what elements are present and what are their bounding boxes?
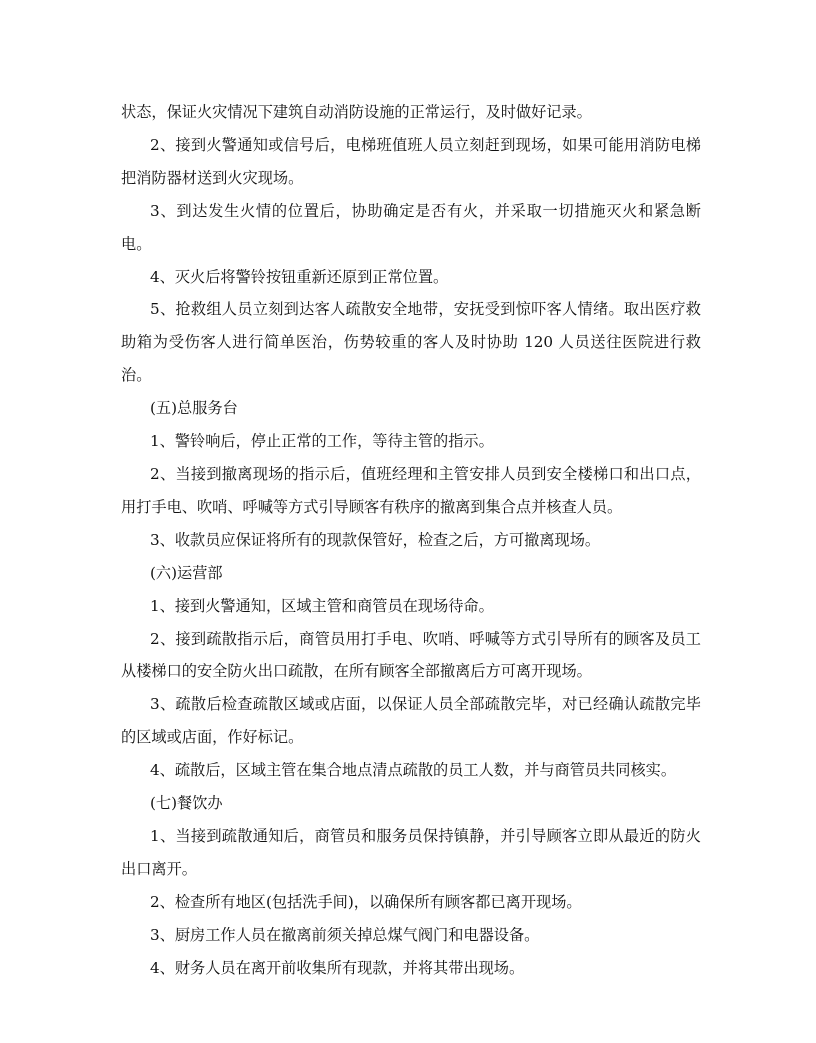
paragraph-elevator-step-4: 4、灭火后将警铃按钮重新还原到正常位置。: [150, 267, 449, 286]
paragraph-operations-step-4: 4、疏散后，区域主管在集合地点清点疏散的员工人数，并与商管员共同核实。: [150, 761, 677, 780]
paragraph-front-desk-step-2: 2、当接到撤离现场的指示后，值班经理和主管安排人员到安全楼梯口和出口点，用打手电、吹哨、呼喊等方式引导顾客有秩序的撤离到集合点并核查人员。: [121, 464, 701, 516]
paragraph-elevator-step-2: 2、接到火警通知或信号后，电梯班值班人员立刻赶到现场，如果可能用消防电梯把消防器材送到火灾现场。: [121, 135, 701, 187]
paragraph-operations-step-2: 2、接到疏散指示后，商管员用打手电、吹哨、呼喊等方式引导所有的顾客及员工从楼梯口的安全防火出口疏散，在所有顾客全部撤离后方可离开现场。: [121, 629, 701, 681]
paragraph-catering-step-2: 2、检查所有地区(包括洗手间)，以确保所有顾客都已离开现场。: [150, 892, 582, 911]
section-heading-front-desk: (五)总服务台: [150, 399, 238, 418]
section-heading-operations: (六)运营部: [150, 563, 223, 582]
document-body: [121, 96, 701, 984]
paragraph-operations-step-1: 1、接到火警通知，区域主管和商管员在现场待命。: [150, 596, 494, 615]
paragraph-continuation: 状态，保证火灾情况下建筑自动消防设施的正常运行，及时做好记录。: [121, 103, 592, 121]
paragraph-front-desk-step-3: 3、收款员应保证将所有的现款保管好，检查之后，方可撤离现场。: [150, 530, 601, 549]
paragraph-operations-step-3: 3、疏散后检查疏散区域或店面，以保证人员全部疏散完毕，对已经确认疏散完毕的区域或店面，作好标记。: [121, 695, 701, 747]
paragraph-catering-step-4: 4、财务人员在离开前收集所有现款，并将其带出现场。: [150, 958, 525, 977]
paragraph-front-desk-step-1: 1、警铃响后，停止正常的工作，等待主管的指示。: [150, 432, 494, 451]
paragraph-catering-step-1: 1、当接到疏散通知后，商管员和服务员保持镇静，并引导顾客立即从最近的防火出口离开。: [121, 826, 701, 878]
paragraph-elevator-step-3: 3、到达发生火情的位置后，协助确定是否有火，并采取一切措施灭火和紧急断电。: [121, 201, 701, 253]
paragraph-elevator-step-5: 5、抢救组人员立刻到达客人疏散安全地带，安抚受到惊吓客人情绪。取出医疗救助箱为受伤客人进行简单医治，伤势较重的客人及时协助 120 人员送往医院进行救治。: [121, 300, 701, 385]
paragraph-catering-step-3: 3、厨房工作人员在撤离前须关掉总煤气阀门和电器设备。: [150, 925, 540, 944]
section-heading-catering: (七)餐饮办: [150, 794, 223, 813]
